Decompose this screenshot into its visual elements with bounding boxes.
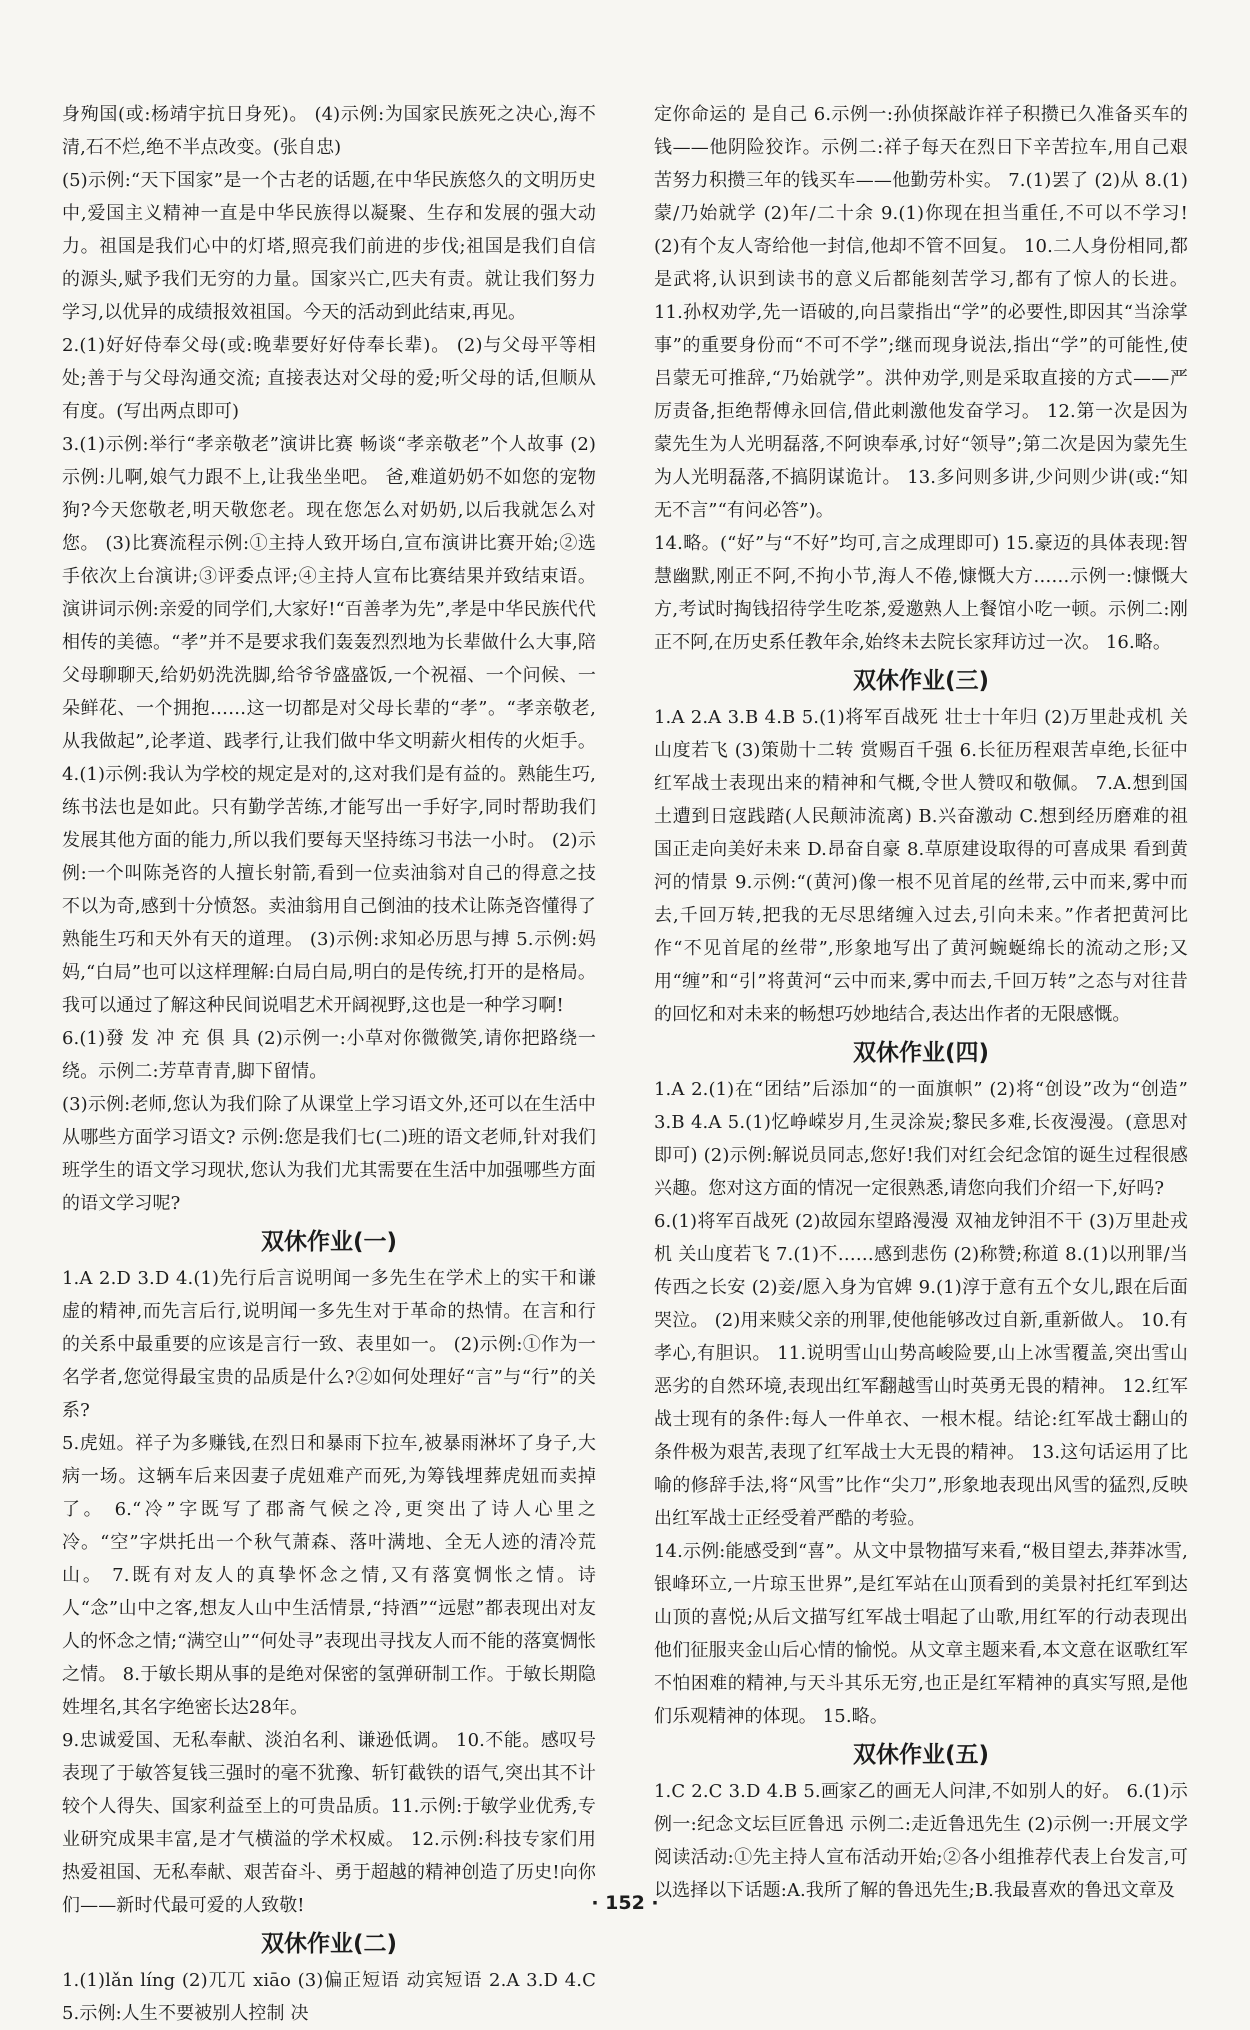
paragraph: 14.示例:能感受到“喜”。从文中景物描写来看,“极目望去,莽莽冰雪,银峰环立,一片琼玉世界”,是红军站在山顶看到的美景衬托红军到达山顶的喜悦;从后文描写红军战士唱起了山歌,用红军的行动表现出他们征服夹金山后心情的愉悦。从文章主题来看,本文意在讴歌红军不怕困难的精神,与天斗其乐无穷,也正是红军精神的真实写照,是他们乐观精神的体现。 15.略。: [654, 1541, 1188, 1727]
paragraph: (3)示例:老师,您认为我们除了从课堂上学习语文外,还可以在生活中从哪些方面学习语文? 示例:您是我们七(二)班的语文老师,针对我们班学生的语文学习现状,您认为我们尤其需要在生活中加强哪些方面的语文学习呢?: [62, 1094, 596, 1214]
paragraph: 6.(1)将军百战死 (2)故园东望路漫漫 双袖龙钟泪不干 (3)万里赴戎机 关山度若飞 7.(1)不……感到悲伤 (2)称赞;称道 8.(1)以刑罪/当传西之长安 (2)妾/愿入身为官婢 9.(1)淳于意有五个女儿,跟在后面哭泣。 (2)用来赎父亲的刑罪,使他能够改过自新,重新做人。 10.有孝心,有胆识。 11.说明雪山山势高峻险要,山上冰雪覆盖,突出雪山恶劣的自然环境,表现出红军翻越雪山时英勇无畏的精神。 12.红军战士现有的条件:每人一件单衣、一根木棍。结论:红军战士翻山的条件极为艰苦,表现了红军战士大无畏的精神。 13.这句话运用了比喻的修辞手法,将“风雪”比作“尖刀”,形象地表现出风雪的猛烈,反映出红军战士正经受着严酷的考验。: [654, 1211, 1188, 1529]
page-number: · 152 ·: [591, 1892, 659, 1914]
paragraph: 1.(1)lǎn líng (2)兀兀 xiāo (3)偏正短语 动宾短语 2.A 3.D 4.C 5.示例:人生不要被别人控制 决: [62, 1970, 596, 2024]
paragraph: 1.A 2.D 3.D 4.(1)先行后言说明闻一多先生在学术上的实干和谦虚的精神,而先言后行,说明闻一多先生对于革命的热情。在言和行的关系中最重要的应该是言行一致、表里如一。 (2)示例:①作为一名学者,您觉得最宝贵的品质是什么?②如何处理好“言”与“行”的关系?: [62, 1268, 596, 1421]
paragraph: 1.A 2.A 3.B 4.B 5.(1)将军百战死 壮士十年归 (2)万里赴戎机 关山度若飞 (3)策勋十二转 赏赐百千强 6.长征历程艰苦卓绝,长征中红军战士表现出来的精神和气概,令世人赞叹和敬佩。 7.A.想到国土遭到日寇践踏(人民颠沛流离) B.兴奋激动 C.想到经历磨难的祖国正走向美好未来 D.昂奋自豪 8.草原建设取得的可喜成果 看到黄河的情景 9.示例:“(黄河)像一根不见首尾的丝带,云中而来,雾中而去,千回万转,把我的无尽思绪缠入过去,引向未来。”作者把黄河比作“不见首尾的丝带”,形象地写出了黄河蜿蜒绵长的流动之形;又用“缠”和“引”将黄河“云中而来,雾中而去,千回万转”之态与对往昔的回忆和对未来的畅想巧妙地结合,表达出作者的无限感慨。: [654, 707, 1188, 1025]
paragraph: (5)示例:“天下国家”是一个古老的话题,在中华民族悠久的文明历史中,爱国主义精神一直是中华民族得以凝聚、生存和发展的强大动力。祖国是我们心中的灯塔,照亮我们前进的步伐;祖国是我们自信的源头,赋予我们无穷的力量。国家兴亡,匹夫有责。就让我们努力学习,以优异的成绩报效祖国。今天的活动到此结束,再见。: [62, 170, 596, 323]
paragraph: 3.(1)示例:举行“孝亲敬老”演讲比赛 畅谈“孝亲敬老”个人故事 (2)示例:儿啊,娘气力跟不上,让我坐坐吧。 爸,难道奶奶不如您的宠物狗?今天您敬老,明天敬您老。现在您怎么对奶奶,以后我就怎么对您。 (3)比赛流程示例:①主持人致开场白,宣布演讲比赛开始;②选手依次上台演讲;③评委点评;④主持人宣布比赛结果并致结束语。演讲词示例:亲爱的同学们,大家好!“百善孝为先”,孝是中华民族代代相传的美德。“孝”并不是要求我们轰轰烈烈地为长辈做什么大事,陪父母聊聊天,给奶奶洗洗脚,给爷爷盛盛饭,一个祝福、一个问候、一朵鲜花、一个拥抱……这一切都是对父母长辈的“孝”。“孝亲敬老,从我做起”,论孝道、践孝行,让我们做中华文明薪火相传的火炬手。 4.(1)示例:我认为学校的规定是对的,这对我们是有益的。熟能生巧,练书法也是如此。只有勤学苦练,才能写出一手好字,同时帮助我们发展其他方面的能力,所以我们要每天坚持练习书法一小时。 (2)示例:一个叫陈尧咨的人擅长射箭,看到一位卖油翁对自己的得意之技不以为奇,感到十分愤怒。卖油翁用自己倒油的技术让陈尧咨懂得了熟能生巧和天外有天的道理。 (3)示例:求知必历思与搏 5.示例:妈妈,“白局”也可以这样理解:白局白局,明白的是传统,打开的是格局。我可以通过了解这种民间说唱艺术开阔视野,这也是一种学习啊!: [62, 434, 596, 1016]
section-heading: 双休作业(五): [852, 1742, 990, 1768]
paragraph: 2.(1)好好侍奉父母(或:晚辈要好好侍奉长辈)。 (2)与父母平等相处;善于与父母沟通交流; 直接表达对父母的爱;听父母的话,但顺从有度。(写出两点即可): [62, 335, 596, 422]
paragraph: 14.略。(“好”与“不好”均可,言之成理即可) 15.豪迈的具体表现:智慧幽默,刚正不阿,不拘小节,海人不倦,慷慨大方……示例一:慷慨大方,考试时掏钱招待学生吃茶,爱邀熟人上餐馆小吃一顿。示例二:刚正不阿,在历史系任教年余,始终未去院长家拜访过一次。 16.略。: [654, 533, 1188, 653]
left-column: [62, 98, 596, 2030]
section-heading: 双休作业(二): [260, 1931, 398, 1957]
section-heading: 双休作业(三): [852, 668, 990, 694]
paragraph: 5.虎妞。祥子为多赚钱,在烈日和暴雨下拉车,被暴雨淋坏了身子,大病一场。这辆车后来因妻子虎妞难产而死,为筹钱埋葬虎妞而卖掉了。 6.“冷”字既写了郡斋气候之冷,更突出了诗人心里之冷。“空”字烘托出一个秋气萧森、落叶满地、全无人迹的清冷荒山。 7.既有对友人的真挚怀念之情,又有落寞惆怅之情。诗人“念”山中之客,想友人山中生活情景,“持酒”“远慰”都表现出对友人的怀念之情;“满空山”“何处寻”表现出寻找友人而不能的落寞惆怅之情。 8.于敏长期从事的是绝对保密的氢弹研制工作。于敏长期隐姓埋名,其名字绝密长达28年。: [62, 1433, 596, 1718]
paragraph: 1.A 2.(1)在“团结”后添加“的一面旗帜” (2)将“创设”改为“创造” 3.B 4.A 5.(1)忆峥嵘岁月,生灵涂炭;黎民多难,长夜漫漫。(意思对即可) (2)示例:解说员同志,您好!我们对红会纪念馆的诞生过程很感兴趣。您对这方面的情况一定很熟悉,请您向我们介绍一下,好吗?: [654, 1079, 1188, 1199]
paragraph: 9.忠诚爱国、无私奉献、淡泊名利、谦逊低调。 10.不能。感叹号表现了于敏答复钱三强时的毫不犹豫、斩钉截铁的语气,突出其不计较个人得失、国家利益至上的可贵品质。11.示例:于敏学业优秀,专业研究成果丰富,是才气横溢的学术权威。 12.示例:科技专家们用热爱祖国、无私奉献、艰苦奋斗、勇于超越的精神创造了历史!向你们——新时代最可爱的人致敬!: [62, 1730, 596, 1916]
paragraph: 定你命运的 是自己 6.示例一:孙侦探敲诈祥子积攒已久准备买车的钱——他阴险狡诈。示例二:祥子每天在烈日下辛苦拉车,用自己艰苦努力积攒三年的钱买车——他勤劳朴实。 7.(1)罢了 (2)从 8.(1)蒙/乃始就学 (2)年/二十余 9.(1)你现在担当重任,不可以不学习! (2)有个友人寄给他一封信,他却不管不回复。 10.二人身份相同,都是武将,认识到读书的意义后都能刻苦学习,都有了惊人的长进。 11.孙权劝学,先一语破的,向吕蒙指出“学”的必要性,即因其“当涂掌事”的重要身份而“不可不学”;继而现身说法,指出“学”的可能性,使吕蒙无可推辞,“乃始就学”。洪仲劝学,则是采取直接的方式——严厉责备,拒绝帮傅永回信,借此刺激他发奋学习。 12.第一次是因为蒙先生为人光明磊落,不阿谀奉承,讨好“领导”;第二次是因为蒙先生为人光明磊落,不搞阴谋诡计。 13.多问则多讲,少问则少讲(或:“知无不言”“有问必答”)。: [654, 104, 1188, 521]
paragraph: 6.(1)發 发 冲 充 俱 具 (2)示例一:小草对你微微笑,请你把路绕一绕。示例二:芳草青青,脚下留情。: [62, 1028, 596, 1082]
paragraph: 身殉国(或:杨靖宇抗日身死)。 (4)示例:为国家民族死之决心,海不清,石不烂,绝不半点改变。(张自忠): [62, 104, 596, 158]
section-heading: 双休作业(一): [260, 1229, 398, 1255]
section-heading: 双休作业(四): [852, 1040, 990, 1066]
paragraph: 1.C 2.C 3.D 4.B 5.画家乙的画无人问津,不如别人的好。 6.(1)示例一:纪念文坛巨匠鲁迅 示例二:走近鲁迅先生 (2)示例一:开展文学阅读活动:①先主持人宣布活动开始;②各小组推荐代表上台发言,可以选择以下话题:A.我所了解的鲁迅先生;B.我最喜欢的鲁迅文章及: [654, 1781, 1188, 1901]
right-column: [654, 98, 1188, 1907]
